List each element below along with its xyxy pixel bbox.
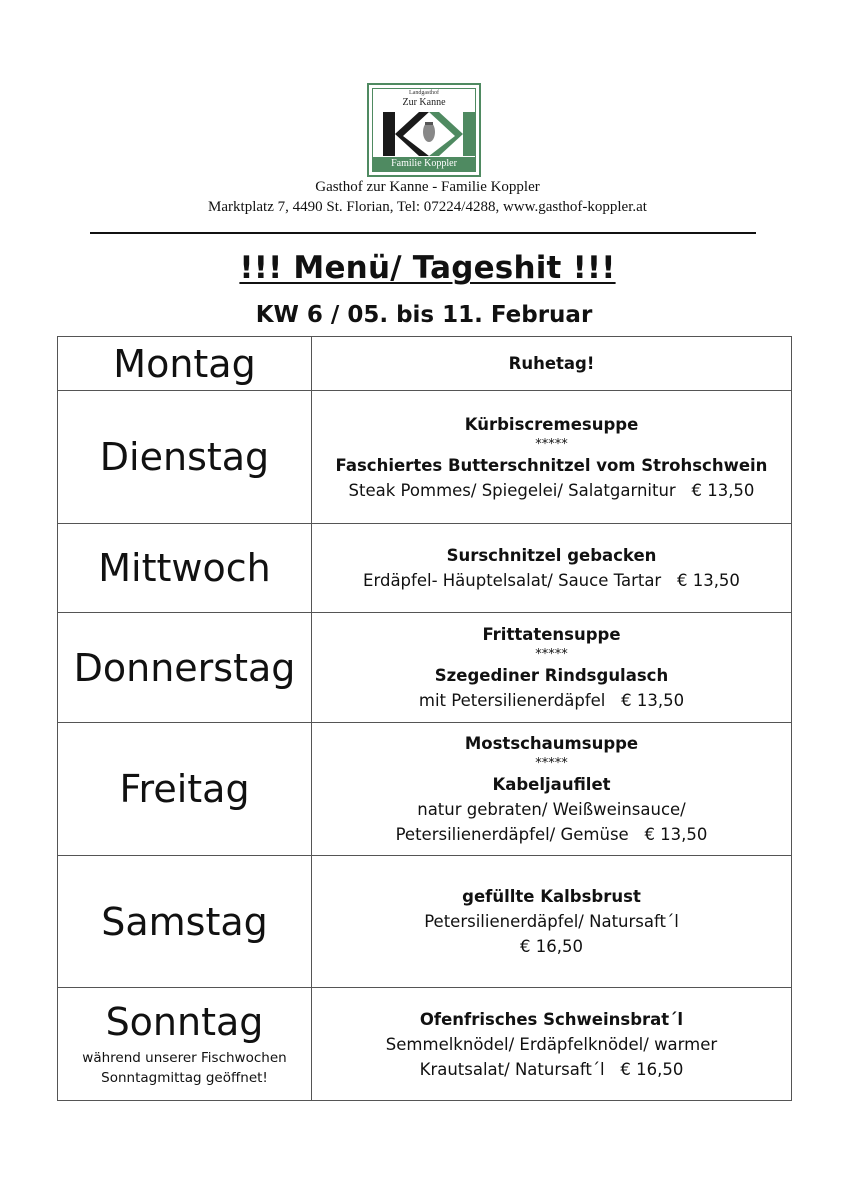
- dish-separator: *****: [535, 436, 568, 452]
- logo-frame: [372, 88, 476, 172]
- page-title-text: !!! Menü/ Tageshit !!!: [239, 250, 616, 286]
- menu-row-donnerstag: [58, 613, 792, 723]
- kk-monogram-icon: [379, 110, 479, 158]
- week-subtitle: KW 6 / 05. bis 11. Februar: [255, 302, 593, 328]
- dish-description: Erdäpfel- Häuptelsalat/ Sauce Tartar € 13,50: [363, 571, 740, 590]
- dish-title: Frittatensuppe: [482, 625, 621, 644]
- day-name: Samstag: [101, 899, 268, 944]
- dish-title: Ofenfrisches Schweinsbrat´l: [419, 1009, 684, 1029]
- dish-title: Szegediner Rindsgulasch: [434, 666, 669, 685]
- dish-description: Semmelknödel/ Erdäpfelknödel/ warmer: [385, 1034, 718, 1054]
- day-name: Mittwoch: [98, 546, 271, 590]
- logo-small-text: Landgasthof: [409, 90, 439, 96]
- restaurant-address-line: Marktplatz 7, 4490 St. Florian, Tel: 07224/4288, www.gasthof-koppler.at: [208, 199, 647, 215]
- day-name: Freitag: [119, 767, 250, 811]
- restaurant-logo: [367, 83, 481, 177]
- weekly-menu-table: [57, 336, 792, 1101]
- dish-description: Petersilienerdäpfel/ Gemüse € 13,50: [395, 825, 708, 844]
- dish-title: Surschnitzel gebacken: [446, 546, 657, 565]
- dish-description: € 16,50: [520, 937, 583, 956]
- logo-bottom-text: Familie Koppler: [373, 157, 475, 171]
- day-cell: [58, 856, 312, 988]
- logo-top-text: Zur Kanne: [402, 97, 446, 108]
- menu-row-sonntag: [58, 988, 792, 1101]
- dish-description: Petersilienerdäpfel/ Natursaft´l: [424, 912, 679, 931]
- dish-cell: [312, 337, 792, 391]
- day-name: Montag: [113, 341, 256, 386]
- menu-row-mittwoch: [58, 524, 792, 613]
- dish-cell: [312, 613, 792, 723]
- restaurant-name-line: Gasthof zur Kanne - Familie Koppler: [315, 179, 540, 195]
- dish-separator: *****: [535, 647, 568, 662]
- dish-cell: [312, 391, 792, 524]
- dish-cell: [312, 988, 792, 1101]
- day-cell: [58, 723, 312, 856]
- page-title: [0, 250, 855, 286]
- menu-row-samstag: [58, 856, 792, 988]
- dish-description: Steak Pommes/ Spiegelei/ Salatgarnitur € 13,50: [348, 480, 755, 500]
- dish-description: Krautsalat/ Natursaft´l € 16,50: [419, 1059, 684, 1079]
- day-name: Donnerstag: [73, 645, 296, 690]
- day-cell: [58, 524, 312, 613]
- menu-row-dienstag: [58, 391, 792, 524]
- dish-cell: [312, 723, 792, 856]
- day-name: Sonntag: [105, 1000, 264, 1044]
- day-cell: [58, 613, 312, 723]
- dish-title: Faschiertes Butterschnitzel vom Strohschwein: [335, 455, 768, 475]
- dish-cell: [312, 856, 792, 988]
- dish-title: Ruhetag!: [508, 354, 595, 373]
- day-note: während unserer Fischwochen Sonntagmittag geöffnet!: [82, 1050, 287, 1086]
- dish-title: Kabeljaufilet: [492, 775, 611, 794]
- menu-table-body: [58, 337, 792, 1101]
- dish-separator: *****: [535, 756, 568, 771]
- menu-row-freitag: [58, 723, 792, 856]
- day-cell: [58, 391, 312, 524]
- dish-title: Kürbiscremesuppe: [464, 414, 639, 434]
- dish-description: mit Petersilienerdäpfel € 13,50: [418, 691, 685, 710]
- day-name: Dienstag: [99, 435, 270, 479]
- dish-title: Mostschaumsuppe: [464, 734, 639, 753]
- dish-cell: [312, 524, 792, 613]
- dish-description: natur gebraten/ Weißweinsauce/: [417, 800, 686, 819]
- day-cell: [58, 988, 312, 1101]
- header-divider: [90, 232, 756, 234]
- dish-title: gefüllte Kalbsbrust: [462, 887, 641, 906]
- menu-row-montag: [58, 337, 792, 391]
- day-cell: [58, 337, 312, 391]
